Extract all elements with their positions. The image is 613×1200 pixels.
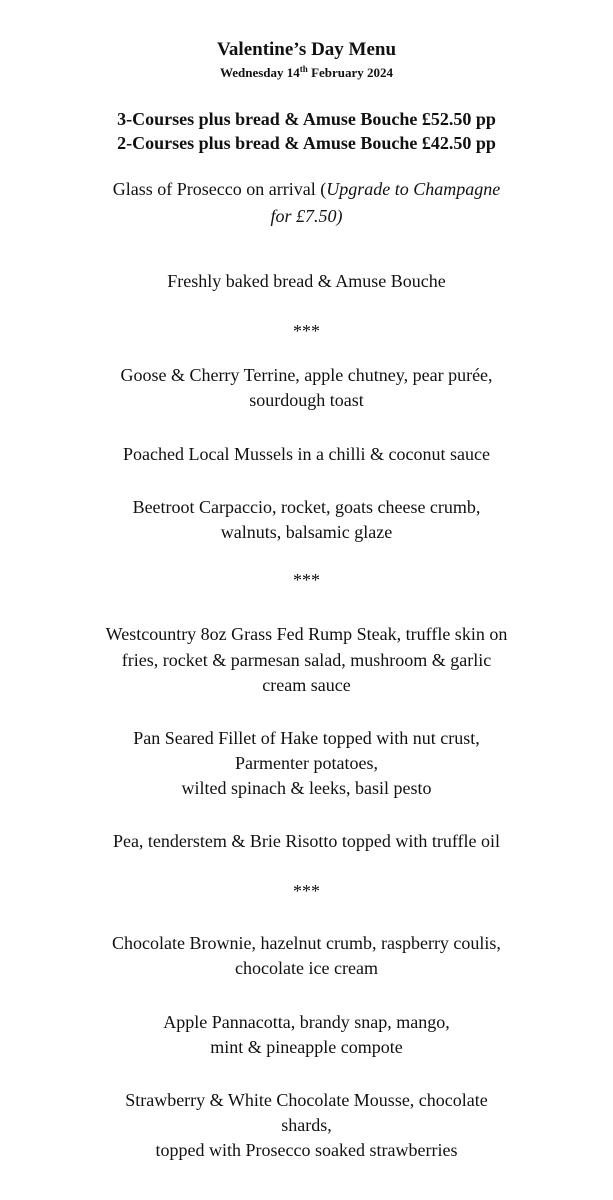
dessert-pannacotta-line2: mint & pineapple compote — [210, 1037, 403, 1057]
dessert-mousse-line1: Strawberry & White Chocolate Mousse, chocolate — [125, 1090, 488, 1110]
course-separator: *** — [293, 321, 320, 341]
date-month-year: February 2024 — [307, 65, 394, 80]
main-steak-line3: cream sauce — [262, 675, 351, 695]
date-weekday-day: Wednesday 14 — [219, 65, 300, 80]
starter-mussels: Poached Local Mussels in a chilli & coconut sauce — [123, 444, 490, 464]
course-separator: *** — [293, 881, 320, 901]
starter-goose-line1: Goose & Cherry Terrine, apple chutney, pear purée, — [120, 365, 493, 385]
arrival-line — [0, 180, 613, 198]
menu-title: Valentine’s Day Menu — [216, 39, 397, 60]
main-hake-line2: Parmenter potatoes, — [235, 753, 378, 773]
dessert-mousse-line3: topped with Prosecco soaked strawberries — [155, 1140, 458, 1160]
price-three-courses: 3-Courses plus bread & Amuse Bouche £52.50 pp — [117, 109, 496, 129]
main-hake-line3: wilted spinach & leeks, basil pesto — [181, 778, 432, 798]
dessert-mousse-line2: shards, — [281, 1115, 332, 1135]
main-steak-line1: Westcountry 8oz Grass Fed Rump Steak, truffle skin on — [105, 624, 508, 644]
main-steak-line2: fries, rocket & parmesan salad, mushroom & garlic — [121, 650, 492, 670]
main-risotto: Pea, tenderstem & Brie Risotto topped with truffle oil — [112, 831, 501, 851]
dessert-brownie-line1: Chocolate Brownie, hazelnut crumb, raspberry coulis, — [112, 933, 501, 953]
upgrade-text-line2: for £7.50) — [270, 206, 343, 226]
starter-goose-line2: sourdough toast — [249, 390, 364, 410]
date-ordinal: th — [299, 64, 308, 74]
main-hake-line1: Pan Seared Fillet of Hake topped with nut crust, — [133, 728, 480, 748]
starter-beetroot-line1: Beetroot Carpaccio, rocket, goats cheese crumb, — [132, 497, 481, 517]
bread-course: Freshly baked bread & Amuse Bouche — [167, 271, 446, 291]
dessert-pannacotta-line1: Apple Pannacotta, brandy snap, mango, — [163, 1012, 450, 1032]
arrival-text: Glass of Prosecco on arrival ( — [112, 179, 327, 199]
starter-beetroot-line2: walnuts, balsamic glaze — [220, 522, 393, 542]
price-two-courses: 2-Courses plus bread & Amuse Bouche £42.50 pp — [117, 133, 496, 153]
dessert-brownie-line2: chocolate ice cream — [235, 958, 378, 978]
course-separator: *** — [293, 570, 320, 590]
upgrade-text-line1: Upgrade to Champagne — [326, 179, 501, 199]
menu-date — [0, 66, 613, 79]
